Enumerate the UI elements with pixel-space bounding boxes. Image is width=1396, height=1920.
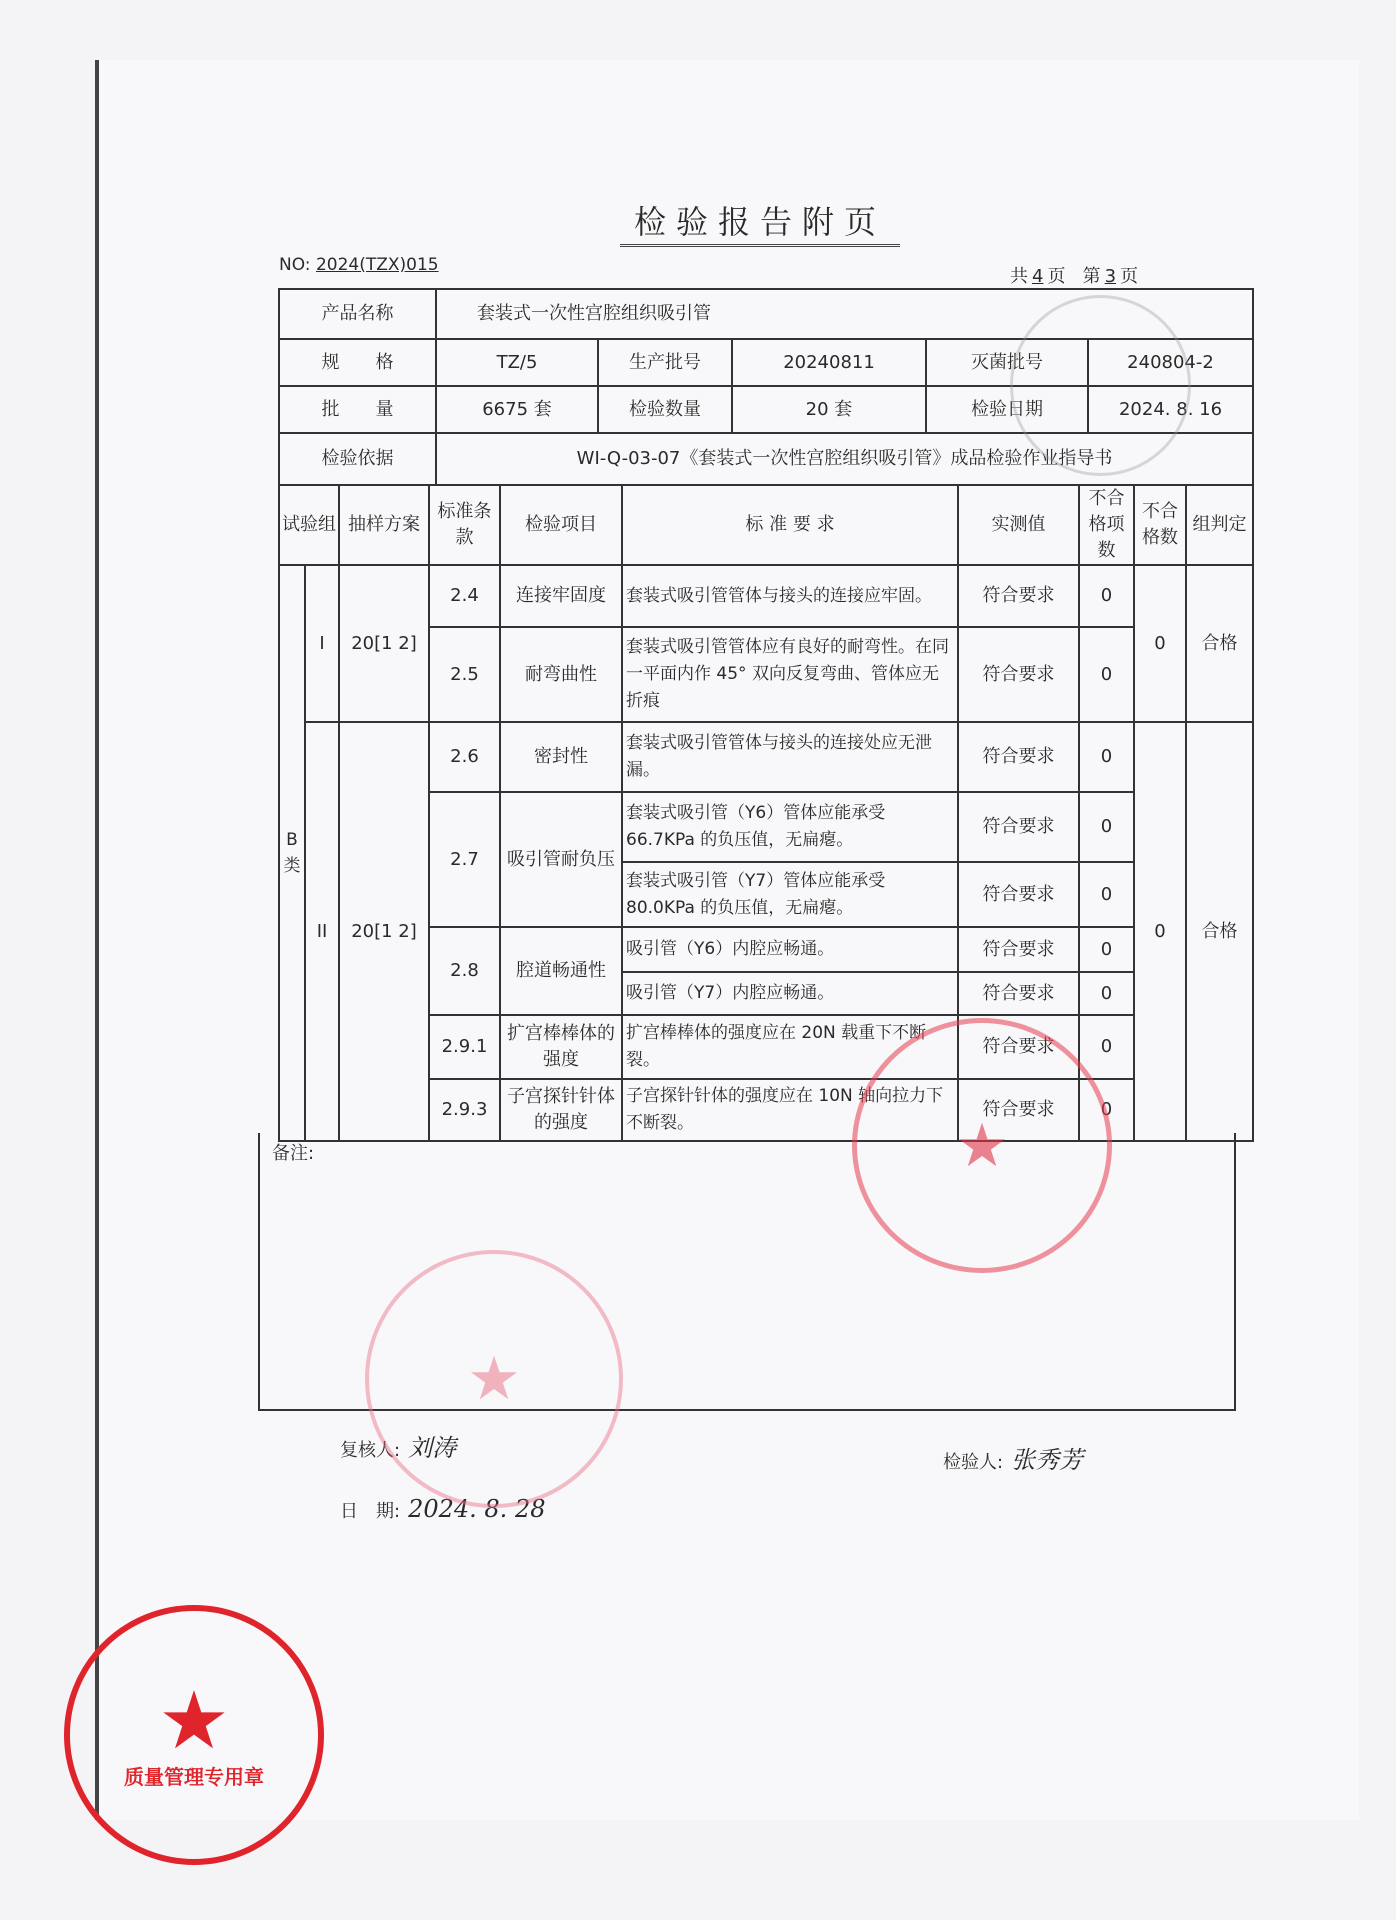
- header-judgement: 组判定: [1186, 485, 1253, 565]
- clause: 2.5: [429, 627, 500, 722]
- header-nc-count: 不合格数: [1134, 485, 1186, 565]
- nc-items: 0: [1079, 972, 1134, 1015]
- clause: 2.9.1: [429, 1015, 500, 1079]
- star-icon: ★: [955, 1110, 1009, 1181]
- nc-items: 0: [1079, 862, 1134, 927]
- lot: 6675 套: [436, 386, 598, 433]
- supplier-stamp: [365, 1250, 623, 1508]
- current-page: 3: [1104, 266, 1117, 287]
- qty: 20 套: [732, 386, 926, 433]
- faint-stamp: [1010, 295, 1191, 476]
- group-nc-count: 0: [1134, 722, 1186, 1141]
- requirement: 子宫探针针体的强度应在 10N 轴向拉力下不断裂。: [622, 1079, 958, 1141]
- clause: 2.9.3: [429, 1079, 500, 1141]
- group-nc-count: 0: [1134, 565, 1186, 722]
- product-name-label: 产品名称: [279, 289, 436, 339]
- measured: 符合要求: [958, 927, 1079, 972]
- category: B类: [279, 565, 305, 1141]
- basis: WI-Q-03-07《套装式一次性宫腔组织吸引管》成品检验作业指导书: [436, 433, 1253, 485]
- header-requirement: 标 准 要 求: [622, 485, 958, 565]
- star-icon: ★: [158, 1673, 230, 1767]
- nc-items: 0: [1079, 1079, 1134, 1141]
- header-group: 试验组: [279, 485, 339, 565]
- inspection-table: [278, 484, 1254, 1142]
- table-row: [279, 722, 1253, 792]
- item: 扩宫棒棒体的强度: [500, 1015, 622, 1079]
- group-sampling: 20[1 2]: [339, 565, 429, 722]
- page-title: 检验报告附页: [620, 200, 900, 247]
- measured: 符合要求: [958, 972, 1079, 1015]
- total-suffix: 页: [1047, 266, 1066, 287]
- current-suffix: 页: [1120, 266, 1139, 287]
- requirement: 套装式吸引管（Y6）管体应能承受 66.7KPa 的负压值，无扁瘪。: [622, 792, 958, 862]
- total-prefix: 共: [1010, 266, 1028, 287]
- spec: TZ/5: [436, 339, 598, 386]
- inspector: [943, 1440, 1083, 1475]
- item: 耐弯曲性: [500, 627, 622, 722]
- header-nc-items: 不合格项 数: [1079, 485, 1134, 565]
- inspector-label: 检验人:: [943, 1452, 1004, 1473]
- nc-items: 0: [1079, 792, 1134, 862]
- measured: 符合要求: [958, 1015, 1079, 1079]
- nc-items: 0: [1079, 565, 1134, 627]
- requirement: 套装式吸引管管体与接头的连接应牢固。: [622, 565, 958, 627]
- star-icon: ★: [467, 1344, 521, 1414]
- measured: 符合要求: [958, 1079, 1079, 1141]
- inspector-signature: 张秀芳: [1011, 1446, 1084, 1474]
- clause: 2.6: [429, 722, 500, 792]
- qty-label: 检验数量: [598, 386, 732, 433]
- date-label: 检验日期: [926, 386, 1088, 433]
- report-number-label: NO:: [279, 255, 311, 275]
- remarks-label: 备注:: [272, 1143, 315, 1164]
- group-judgement: 合格: [1186, 722, 1253, 1141]
- product-name: 套装式一次性宫腔组织吸引管: [436, 289, 1253, 339]
- lot-label: 批 量: [279, 386, 436, 433]
- requirement: 套装式吸引管管体与接头的连接处应无泄漏。: [622, 722, 958, 792]
- requirement: 吸引管（Y7）内腔应畅通。: [622, 972, 958, 1015]
- quality-stamp: [64, 1605, 324, 1865]
- inspection-stamp: [852, 1018, 1112, 1273]
- quality-stamp-text: 质量管理专用章: [124, 1764, 264, 1789]
- inspection-date: 2024. 8. 16: [1088, 386, 1253, 433]
- item: 连接牢固度: [500, 565, 622, 627]
- header-item: 检验项目: [500, 485, 622, 565]
- header-measured: 实测值: [958, 485, 1079, 565]
- clause: 2.8: [429, 927, 500, 1015]
- prod-batch-label: 生产批号: [598, 339, 732, 386]
- table-row: [279, 565, 1253, 627]
- total-pages: 4: [1032, 266, 1044, 287]
- report-number: [279, 255, 439, 275]
- group-judgement: 合格: [1186, 565, 1253, 722]
- group-name: I: [305, 565, 339, 722]
- item: 吸引管耐负压: [500, 792, 622, 927]
- measured: 符合要求: [958, 627, 1079, 722]
- requirement: 吸引管（Y6）内腔应畅通。: [622, 927, 958, 972]
- report-number-value: 2024(TZX)015: [315, 255, 439, 275]
- reviewer-signature: 刘涛: [408, 1434, 457, 1462]
- header-sampling: 抽样方案: [339, 485, 429, 565]
- spec-label: 规 格: [279, 339, 436, 386]
- nc-items: 0: [1079, 722, 1134, 792]
- basis-label: 检验依据: [279, 433, 436, 485]
- measured: 符合要求: [958, 722, 1079, 792]
- sign-date-label: 日 期:: [340, 1501, 401, 1522]
- group-sampling: 20[1 2]: [339, 722, 429, 1141]
- header-clause: 标准条款: [429, 485, 500, 565]
- measured: 符合要求: [958, 565, 1079, 627]
- steril-batch: 240804-2: [1088, 339, 1253, 386]
- requirement: 扩宫棒棒体的强度应在 20N 载重下不断裂。: [622, 1015, 958, 1079]
- requirement: 套装式吸引管管体应有良好的耐弯性。在同一平面内作 45° 双向反复弯曲、管体应无折痕: [622, 627, 958, 722]
- nc-items: 0: [1079, 927, 1134, 972]
- item: 子宫探针针体的强度: [500, 1079, 622, 1141]
- clause: 2.7: [429, 792, 500, 927]
- prod-batch: 20240811: [732, 339, 926, 386]
- group-name: II: [305, 722, 339, 1141]
- clause: 2.4: [429, 565, 500, 627]
- current-prefix: 第: [1082, 266, 1101, 287]
- page-count: [1010, 262, 1138, 288]
- item: 密封性: [500, 722, 622, 792]
- nc-items: 0: [1079, 1015, 1134, 1079]
- measured: 符合要求: [958, 862, 1079, 927]
- steril-batch-label: 灭菌批号: [926, 339, 1088, 386]
- sign-date-value: 2024. 8. 28: [408, 1495, 546, 1523]
- requirement: 套装式吸引管（Y7）管体应能承受 80.0KPa 的负压值，无扁瘪。: [622, 862, 958, 927]
- item: 腔道畅通性: [500, 927, 622, 1015]
- nc-items: 0: [1079, 627, 1134, 722]
- reviewer-label: 复核人:: [340, 1440, 401, 1461]
- measured: 符合要求: [958, 792, 1079, 862]
